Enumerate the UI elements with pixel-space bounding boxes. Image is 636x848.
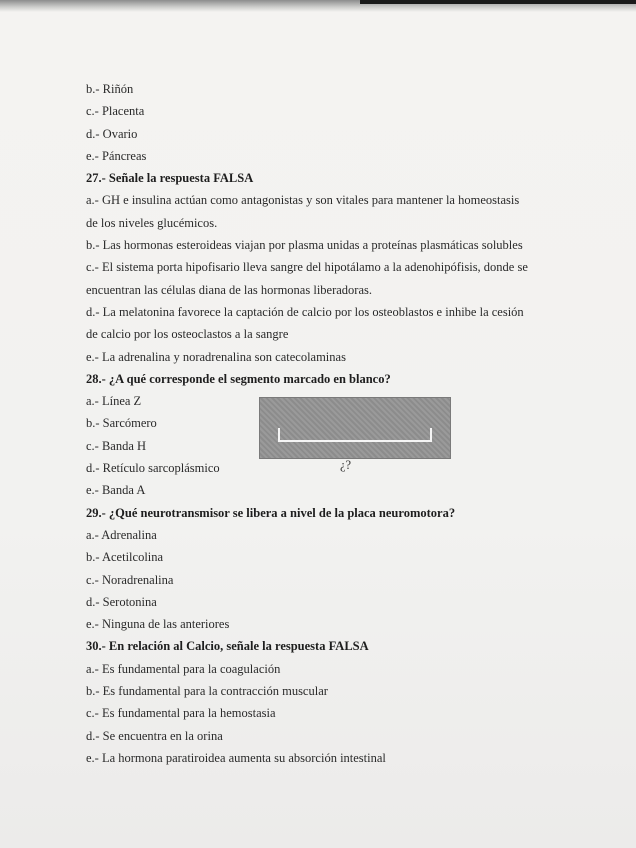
answer-line: a.- Es fundamental para la coagulación — [86, 661, 281, 676]
answer-line: c.- Noradrenalina — [86, 572, 174, 587]
answer-line: a.- Adrenalina — [86, 527, 157, 542]
answer-line: e.- Ninguna de las anteriores — [86, 617, 230, 632]
answer-line: b.- Riñón — [86, 82, 134, 96]
answer-line: d.- La melatonina favorece la captación de calcio por los osteoblastos e inhibe la cesión — [86, 304, 524, 319]
answer-line: e.- Páncreas — [86, 148, 147, 163]
answer-line: b.- Acetilcolina — [86, 550, 164, 565]
answer-line: e.- La adrenalina y noradrenalina son catecolaminas — [86, 349, 346, 364]
answer-line: c.- El sistema porta hipofisario lleva sangre del hipotálamo a la adenohipófisis, donde se — [86, 260, 528, 275]
answer-line: d.- Ovario — [86, 126, 138, 141]
answer-line: encuentran las células diana de las hormonas liberadoras. — [86, 282, 372, 297]
question-heading: 30.- En relación al Calcio, señale la respuesta FALSA — [86, 639, 369, 654]
answer-line: d.- Retículo sarcoplásmico — [86, 461, 220, 476]
answer-line: b.- Las hormonas esteroideas viajan por plasma unidas a proteínas plasmáticas solubles — [86, 238, 523, 253]
answer-line: de calcio por los osteoclastos a la sangre — [86, 327, 289, 342]
answer-line: d.- Se encuentra en la orina — [86, 728, 223, 743]
question-heading: 28.- ¿A qué corresponde el segmento marcado en blanco? — [86, 371, 391, 386]
answer-line: c.- Es fundamental para la hemostasia — [86, 706, 276, 721]
sarcomere-micrograph — [259, 397, 451, 459]
question-heading: 27.- Señale la respuesta FALSA — [86, 171, 254, 186]
answer-line: a.- Línea Z — [86, 394, 142, 409]
answer-line: e.- Banda A — [86, 483, 146, 498]
answer-line: c.- Banda H — [86, 438, 147, 453]
answer-line: b.- Es fundamental para la contracción muscular — [86, 684, 328, 699]
white-segment-marker — [278, 428, 432, 442]
answer-line: d.- Serotonina — [86, 594, 157, 609]
answer-line: de los niveles glucémicos. — [86, 215, 218, 230]
question-heading: 29.- ¿Qué neurotransmisor se libera a nivel de la placa neuromotora? — [86, 505, 456, 520]
page-top-shadow — [0, 0, 636, 12]
answer-line: c.- Placenta — [86, 104, 145, 119]
page-top-dark-edge — [360, 0, 636, 4]
answer-line: a.- GH e insulina actúan como antagonistas y son vitales para mantener la homeostasis — [86, 193, 520, 208]
answer-line: b.- Sarcómero — [86, 416, 157, 431]
figure-caption: ¿? — [340, 458, 352, 472]
answer-line: e.- La hormona paratiroidea aumenta su absorción intestinal — [86, 750, 386, 765]
